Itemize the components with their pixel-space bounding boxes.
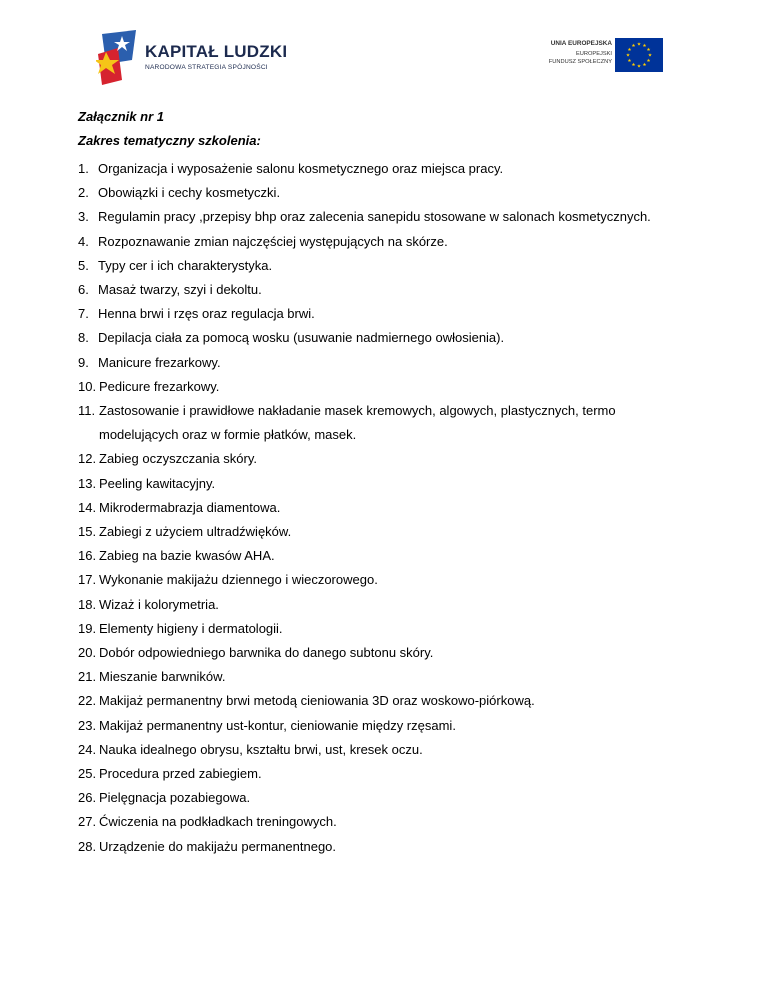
list-item-text: Organizacja i wyposażenie salonu kosmetycznego oraz miejsca pracy.: [98, 161, 504, 176]
list-item-number: 12.: [78, 451, 97, 467]
scope-heading: Zakres tematyczny szkolenia:: [78, 133, 261, 148]
list-item-number: 18.: [78, 596, 97, 612]
list-item-number: 19.: [78, 620, 97, 636]
attachment-label: Załącznik nr 1: [78, 109, 164, 124]
training-topics-list: [78, 157, 678, 859]
list-item-text: Urządzenie do makijażu permanentnego.: [99, 838, 337, 854]
list-item: [78, 230, 678, 254]
list-item-text: Typy cer i ich charakterystyka.: [98, 257, 273, 273]
list-item: [78, 496, 678, 520]
list-item: [78, 157, 678, 181]
kapital-ludzki-logo: [96, 30, 288, 85]
list-item-text: Zabieg oczyszczania skóry.: [99, 451, 257, 467]
list-item-text: Procedura przed zabiegiem.: [99, 766, 262, 782]
list-item-text: Wykonanie makijażu dziennego i wieczorowego.: [99, 572, 378, 588]
list-item-number: 14.: [78, 499, 97, 515]
list-item: [78, 738, 678, 762]
list-item: [78, 689, 678, 713]
list-item-text: Rozpoznawanie zmian najczęściej występujących na skórze.: [98, 233, 448, 249]
list-item-number: 23.: [78, 717, 97, 733]
list-item: [78, 520, 678, 544]
list-item-number: 4.: [78, 233, 89, 249]
list-item: [78, 568, 678, 592]
list-item-text: Nauka idealnego obrysu, kształtu brwi, ust, kresek oczu.: [99, 741, 423, 757]
list-item-number: 28.: [78, 838, 97, 854]
list-item-text: Pielęgnacja pozabiegowa.: [99, 790, 251, 806]
list-item: [78, 181, 678, 205]
list-item-number: 26.: [78, 790, 97, 806]
list-item-text: Peeling kawitacyjny.: [99, 475, 216, 491]
list-item-text: Dobór odpowiedniego barwnika do danego subtonu skóry.: [99, 645, 434, 661]
list-item-text: Mikrodermabrazja diamentowa.: [99, 499, 281, 515]
list-item-text: Depilacja ciała za pomocą wosku (usuwanie nadmiernego owłosienia).: [98, 330, 505, 346]
list-item: [78, 617, 678, 641]
list-item-number: 24.: [78, 741, 97, 757]
list-item: [78, 641, 678, 665]
list-item: [78, 278, 678, 302]
list-item: [78, 326, 678, 350]
list-item-number: 8.: [78, 330, 89, 346]
kapital-ludzki-title: KAPITAŁ LUDZKI: [145, 42, 288, 61]
list-item-text: Makijaż permanentny ust-kontur, cieniowanie między rzęsami.: [99, 717, 456, 733]
list-item: [78, 762, 678, 786]
list-item-number: 1.: [78, 161, 89, 176]
list-item-text: Manicure frezarkowy.: [98, 354, 221, 370]
list-item-text: Zabiegi z użyciem ultradźwięków.: [99, 524, 292, 540]
list-item: [78, 472, 678, 496]
list-item-text: Mieszanie barwników.: [99, 669, 226, 685]
list-item-text: Henna brwi i rzęs oraz regulacja brwi.: [98, 306, 315, 322]
list-item: [78, 665, 678, 689]
list-item-text: Regulamin pracy ,przepisy bhp oraz zalecenia sanepidu stosowane w salonach kosmetycznych.: [98, 209, 651, 225]
list-item: [78, 351, 678, 375]
list-item-text: Wizaż i kolorymetria.: [99, 596, 219, 612]
list-item: [78, 254, 678, 278]
list-item: [78, 544, 678, 568]
list-item-text: Zabieg na bazie kwasów AHA.: [99, 548, 275, 564]
eu-logo-line3: FUNDUSZ SPOŁECZNY: [548, 59, 612, 65]
eu-logo: [527, 37, 663, 77]
eu-logo-line2: EUROPEJSKI: [575, 51, 612, 57]
list-item-text: Elementy higieny i dermatologii.: [99, 620, 283, 636]
list-item-number: 17.: [78, 572, 97, 588]
list-item-number: 21.: [78, 669, 97, 685]
list-item: [78, 810, 678, 834]
eu-flag-icon: [615, 38, 663, 72]
list-item-number: 5.: [78, 257, 89, 273]
kapital-ludzki-emblem-icon: [96, 30, 140, 85]
list-item: [78, 447, 678, 471]
list-item-number: 13.: [78, 475, 97, 491]
list-item: [78, 714, 678, 738]
list-item-number: 10.: [78, 378, 97, 394]
list-item-number: 27.: [78, 814, 97, 830]
list-item-text: Obowiązki i cechy kosmetyczki.: [98, 185, 281, 201]
list-item: [78, 302, 678, 326]
list-item-number: 16.: [78, 548, 97, 564]
list-item-number: 2.: [78, 185, 89, 201]
list-item-number: 6.: [78, 282, 89, 298]
list-item-number: 9.: [78, 354, 89, 370]
list-item-text: Makijaż permanentny brwi metodą cieniowania 3D oraz woskowo-piórkową.: [99, 693, 535, 709]
list-item: [78, 375, 678, 399]
list-item: [78, 593, 678, 617]
list-item-number: 20.: [78, 645, 97, 661]
list-item: [78, 399, 678, 447]
eu-logo-line1: UNIA EUROPEJSKA: [550, 40, 612, 47]
list-item-text: Ćwiczenia na podkładkach treningowych.: [99, 814, 337, 830]
list-item: [78, 205, 678, 229]
list-item-number: 7.: [78, 306, 89, 322]
list-item-text: Masaż twarzy, szyi i dekoltu.: [98, 282, 262, 298]
list-item: [78, 835, 678, 859]
list-item-continuation: modelujących oraz w formie płatków, masek.: [99, 427, 357, 443]
kapital-ludzki-subtitle: NARODOWA STRATEGIA SPÓJNOŚCI: [145, 64, 268, 71]
list-item-number: 3.: [78, 209, 89, 225]
list-item-number: 11.: [78, 403, 96, 419]
list-item-number: 22.: [78, 693, 97, 709]
list-item-number: 25.: [78, 766, 97, 782]
list-item-number: 15.: [78, 524, 97, 540]
list-item-text: Pedicure frezarkowy.: [99, 378, 220, 394]
list-item-text: Zastosowanie i prawidłowe nakładanie masek kremowych, algowych, plastycznych, termo: [99, 403, 616, 419]
list-item: [78, 786, 678, 810]
